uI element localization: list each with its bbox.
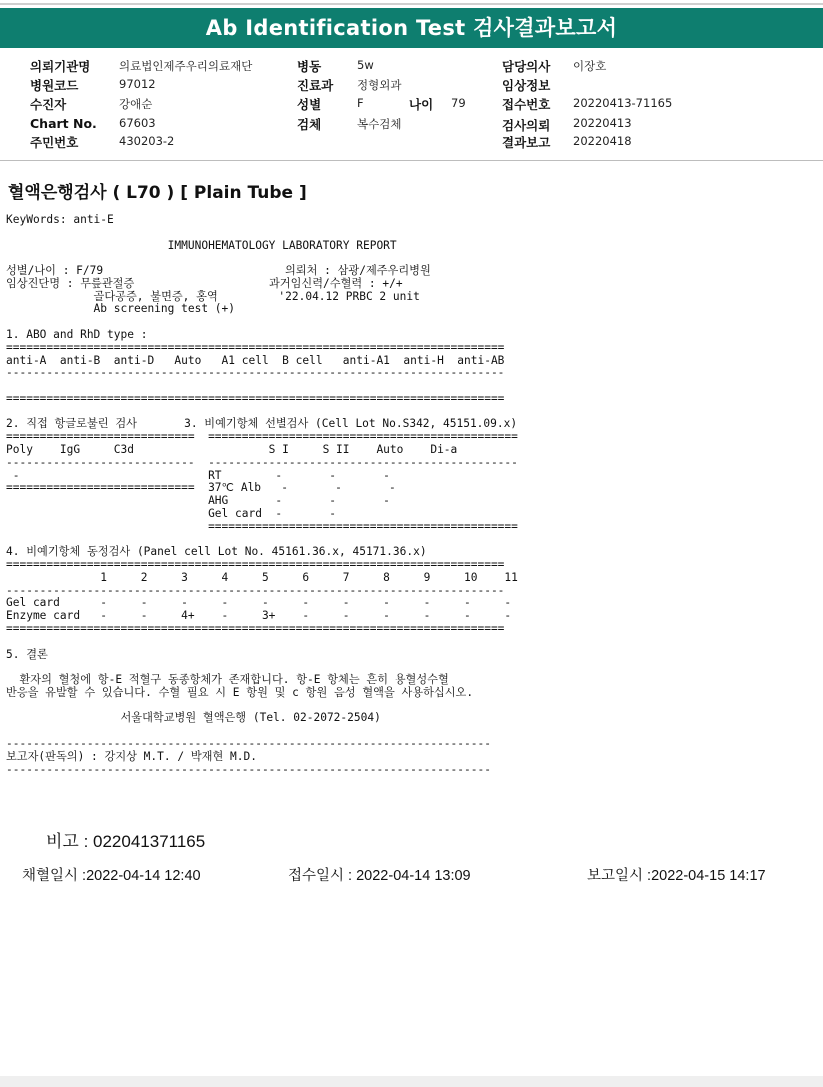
report-line: 2. 직접 항글로불린 검사 3. 비예기항체 선별검사 (Cell Lot No.S342, 45151.09.x) xyxy=(6,417,518,431)
hospital-code-label: 병원코드 xyxy=(30,78,79,93)
report-line: 임상진단명 : 무릎관절증 과거임신력/수혈력 : +/+ xyxy=(6,276,403,290)
report-line: 성별/나이 : F/79 의뢰처 : 삼광/제주우리병원 xyxy=(6,264,431,278)
id-no-label: 주민번호 xyxy=(30,135,79,150)
report-line: ============================ 37℃ Alb - - - xyxy=(6,481,396,495)
remarks: 비고 : 022041371165 xyxy=(46,832,206,851)
report-line: 환자의 혈청에 항-E 적혈구 동종항체가 존재합니다. 항-E 항체는 흔히 용혈성수혈 xyxy=(6,673,449,687)
clinical-info-label: 임상정보 xyxy=(502,78,551,93)
report-line: Gel card - - - - - - - - - - - xyxy=(6,596,512,610)
report-line: KeyWords: anti-E xyxy=(6,213,114,226)
footer-band xyxy=(0,1076,823,1087)
header-separator xyxy=(0,160,823,161)
report-line: 4. 비예기항체 동정검사 (Panel cell Lot No. 45161.36.x, 45171.36.x) xyxy=(6,545,427,559)
report-line: 5. 결론 xyxy=(6,647,48,661)
report-line: 1. ABO and RhD type : xyxy=(6,328,148,342)
reception-no-label: 접수번호 xyxy=(502,97,551,112)
report-date-label: 결과보고 xyxy=(502,135,551,150)
report-line: 보고자(판독의) : 강지상 M.T. / 박재현 M.D. xyxy=(6,749,257,763)
report-banner-title: Ab Identification Test 검사결과보고서 xyxy=(0,8,823,48)
report-date-value: 20220418 xyxy=(573,134,632,148)
specimen-label: 검체 xyxy=(297,117,322,132)
dept-label: 진료과 xyxy=(297,78,334,93)
report-line: ============================ ============================================== xyxy=(6,430,518,444)
report-line: Enzyme card - - 4+ - 3+ - - - - - - xyxy=(6,609,512,623)
ward-label: 병동 xyxy=(297,59,322,74)
chart-no-label: Chart No. xyxy=(30,116,97,131)
collection-datetime: 채혈일시 :2022-04-14 12:40 xyxy=(22,868,201,884)
report-line: -------------------------------------------------------------------------- xyxy=(6,366,505,380)
specimen-value: 복수검체 xyxy=(357,117,402,131)
institution-label: 의뢰기관명 xyxy=(30,59,91,74)
report-line: 1 2 3 4 5 6 7 8 9 10 11 xyxy=(6,570,518,584)
report-line: 서울대학교병원 혈액은행 (Tel. 02-2072-2504) xyxy=(6,711,381,725)
sex-label: 성별 xyxy=(297,97,322,112)
report-line: IMMUNOHEMATOLOGY LABORATORY REPORT xyxy=(6,238,397,252)
doctor-label: 담당의사 xyxy=(502,59,551,74)
report-line: ============================================== xyxy=(6,519,518,533)
report-line: Gel card - - xyxy=(6,506,337,520)
report-line: 반응을 유발할 수 있습니다. 수혈 필요 시 E 항원 및 c 항원 음성 혈액을 사용하십시오. xyxy=(6,685,474,699)
patient-value: 강애순 xyxy=(119,97,153,111)
sex-value: F xyxy=(357,96,364,110)
report-line: Ab screening test (+) xyxy=(6,302,236,316)
age-value: 79 xyxy=(451,96,466,110)
report-datetime: 보고일시 :2022-04-15 14:17 xyxy=(587,868,766,884)
report-line: -------------------------------------------------------------------------- xyxy=(6,583,505,597)
report-line: Poly IgG C3d S I S II Auto Di-a xyxy=(6,443,458,457)
ward-value: 5w xyxy=(357,58,374,72)
patient-label: 수진자 xyxy=(30,97,67,112)
report-line: ------------------------------------------------------------------------ xyxy=(6,736,491,750)
top-rule xyxy=(0,3,823,5)
report-line: - RT - - - xyxy=(6,468,390,482)
report-line: AHG - - - xyxy=(6,494,390,508)
request-date-value: 20220413 xyxy=(573,116,632,130)
report-line: 골다공증, 불면증, 홍역 '22.04.12 PRBC 2 unit xyxy=(6,289,420,303)
request-date-label: 검사의뢰 xyxy=(502,118,551,133)
institution-value: 의료법인제주우리의료재단 xyxy=(119,59,253,73)
id-no-value: 430203-2 xyxy=(119,134,175,148)
report-line: ========================================================================== xyxy=(6,340,505,354)
report-line: ========================================================================== xyxy=(6,391,505,405)
report-line: ------------------------------------------------------------------------ xyxy=(6,762,491,776)
report-line: ---------------------------- ---------------------------------------------- xyxy=(6,455,518,469)
hospital-code-value: 97012 xyxy=(119,77,156,91)
report-line: anti-A anti-B anti-D Auto A1 cell B cell anti-A1 anti-H anti-AB xyxy=(6,353,505,367)
doctor-value: 이장호 xyxy=(573,59,607,73)
report-line: ========================================================================== xyxy=(6,558,505,572)
section-title: 혈액은행검사 ( L70 ) [ Plain Tube ] xyxy=(8,183,307,203)
reception-no-value: 20220413-71165 xyxy=(573,96,673,110)
dept-value: 정형외과 xyxy=(357,78,402,92)
reception-datetime: 접수일시 : 2022-04-14 13:09 xyxy=(288,868,471,884)
report-line: ========================================================================== xyxy=(6,621,505,635)
chart-no-value: 67603 xyxy=(119,116,156,130)
age-label: 나이 xyxy=(409,97,434,112)
